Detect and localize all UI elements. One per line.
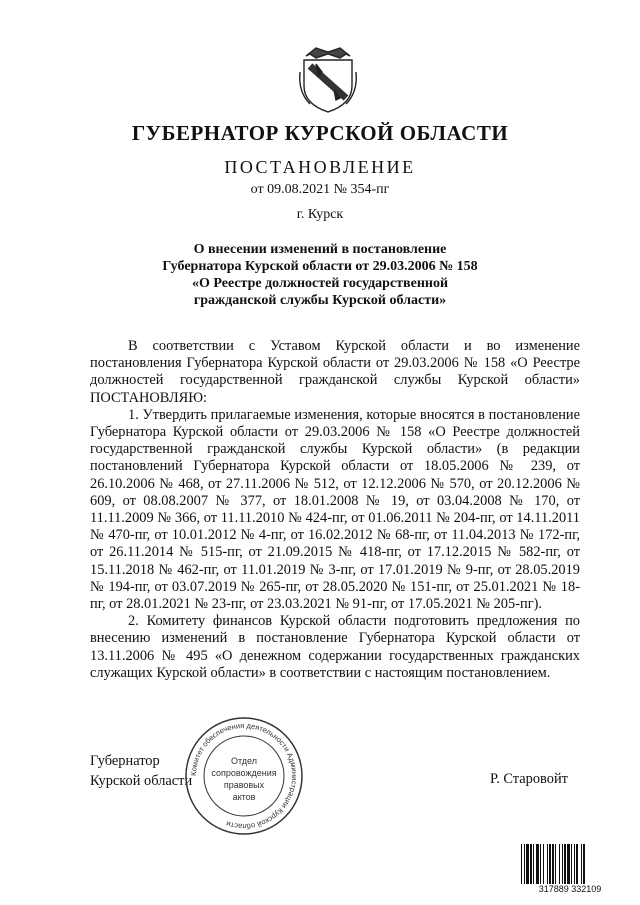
coat-of-arms-emblem	[296, 42, 360, 114]
signatory-name: Р. Старовойт	[490, 771, 568, 787]
stamp-line: правовых	[223, 780, 265, 790]
signatory-title-line: Губернатор	[90, 753, 160, 769]
subject-line: гражданской службы Курской области»	[193, 293, 447, 308]
barcode-bar	[552, 844, 554, 884]
stamp-line: Отдел	[230, 756, 258, 766]
barcode-bar	[574, 844, 575, 884]
barcode-bar	[536, 844, 539, 884]
document-city: г. Курск	[296, 207, 344, 222]
signatory-title	[90, 751, 192, 791]
signatory-title-line: Курской области	[90, 773, 193, 789]
barcode-bar	[576, 844, 578, 884]
barcode-bar	[549, 844, 551, 884]
document-date-number: от 09.08.2021 № 354-пг	[250, 182, 390, 197]
barcode-bar	[562, 844, 563, 884]
subject-line: О внесении изменений в постановление	[193, 242, 447, 257]
document-body	[90, 338, 580, 682]
barcode-bar	[583, 844, 585, 884]
preamble-paragraph: В соответствии с Уставом Курской области и во изменение постановления Губернатора Курской области от 29.03.2006 № 158 «О Реестре должностей государственной гражданской службы Курской области» ПОСТАНОВЛЯЮ:	[90, 338, 580, 406]
barcode-bar	[555, 844, 556, 884]
barcode-bar	[559, 844, 560, 884]
barcode-bar	[543, 844, 544, 884]
barcode-bar	[524, 844, 525, 884]
barcode-bar	[564, 844, 566, 884]
barcode-number: 317889 332109	[520, 884, 620, 894]
item-1-paragraph: 1. Утвердить прилагаемые изменения, которые вносятся в постановление Губернатора Курской области от 29.03.2006 № 158 «О Реестре должностей государственной гражданской службы Курской области» (в редакции постановлений Губернатора Курской области от 18.05.2006 № 239, от 26.10.2006 № 468, от 27.11.2006 № 512, от 12.12.2006 № 570, от 20.12.2006 № 609, от 08.08.2007 № 377, от 18.01.2008 № 19, от 03.04.2008 № 170, от 11.11.2009 № 366, от 11.11.2010 № 424-пг, от 01.06.2011 № 204-пг, от 14.11.2011 № 470-пг, от 10.01.2012 № 4-пг, от 16.02.2012 № 68-пг, от 11.04.2013 № 172-пг, от 26.11.2014 № 515-пг, от 21.09.2015 № 418-пг, от 17.12.2015 № 582-пг, от 15.11.2018 № 462-пг, от 11.01.2019 № 3-пг, от 17.01.2019 № 9-пг, от 28.05.2019 № 194-пг, от 03.07.2019 № 265-пг, от 28.05.2020 № 151-пг, от 25.01.2021 № 18-пг, от 28.01.2021 № 23-пг, от 23.03.2021 № 91-пг, от 17.05.2021 № 205-пг).	[90, 406, 580, 613]
barcode-bar	[530, 844, 532, 884]
barcode-bar	[547, 844, 548, 884]
stamp-line: сопровождения	[211, 768, 277, 778]
stamp-ring-text: Комитет обеспечения деятельности Администрации Курской области	[188, 720, 300, 832]
document-type: ПОСТАНОВЛЕНИЕ	[224, 157, 416, 177]
subject-line: Губернатора Курской области от 29.03.2006 № 158	[162, 259, 478, 274]
stamp-line: актов	[232, 792, 256, 802]
item-2-paragraph: 2. Комитету финансов Курской области подготовить предложения по внесению изменений в постановление Губернатора Курской области от 13.11.2006 № 495 «О денежном содержании государственных гражданских служащих Курской области» в соответствии с настоящим постановлением.	[90, 613, 580, 681]
barcode-bar	[540, 844, 541, 884]
document-subject	[0, 241, 640, 309]
barcode-bar	[567, 844, 570, 884]
barcode-bar	[571, 844, 572, 884]
barcode-bar	[581, 844, 582, 884]
barcode-bar	[521, 844, 522, 884]
subject-line: «О Реестре должностей государственной	[191, 276, 449, 291]
barcode-bar	[526, 844, 529, 884]
barcode-bar	[533, 844, 534, 884]
document-title: ГУБЕРНАТОР КУРСКОЙ ОБЛАСТИ	[131, 121, 509, 145]
official-stamp	[182, 714, 306, 838]
